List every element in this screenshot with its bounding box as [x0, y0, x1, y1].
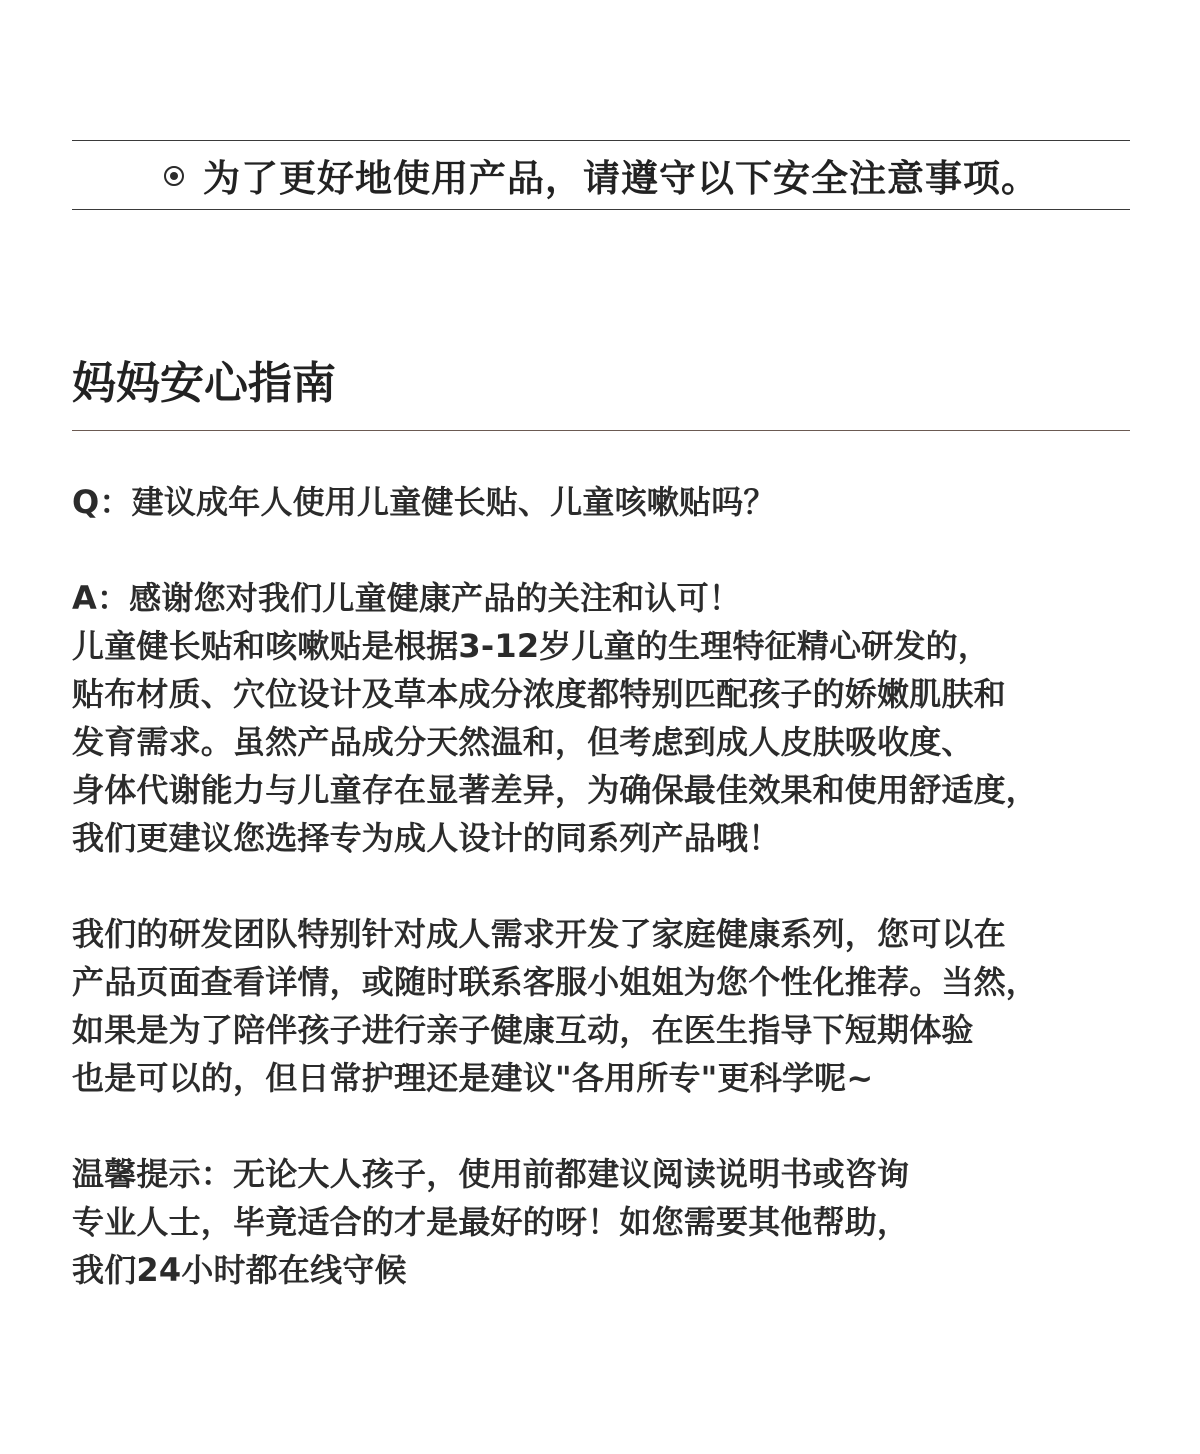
- warm-tip-line: 专业人士，毕竟适合的才是最好的呀！如您需要其他帮助，: [72, 1203, 910, 1241]
- faq-answer: [72, 574, 1152, 862]
- answer-line: 发育需求。虽然产品成分天然温和，但考虑到成人皮肤吸收度、: [72, 723, 974, 761]
- paragraph-gap: [72, 1102, 1152, 1150]
- answer-line: 我们更建议您选择专为成人设计的同系列产品哦！: [72, 819, 781, 857]
- title-divider: [72, 430, 1130, 431]
- paragraph-gap: [72, 862, 1152, 910]
- section-title: 妈妈安心指南: [72, 358, 336, 409]
- recommendation-paragraph: [72, 910, 1152, 1102]
- recommendation-line: 也是可以的，但日常护理还是建议"各用所专"更科学呢~: [72, 1059, 874, 1097]
- recommendation-line: 如果是为了陪伴孩子进行亲子健康互动，在医生指导下短期体验: [72, 1011, 974, 1049]
- warm-tip-line: 我们24小时都在线守候: [72, 1251, 407, 1289]
- warm-tip-paragraph: [72, 1150, 1152, 1294]
- radio-dot-icon: [163, 165, 185, 187]
- answer-line: 身体代谢能力与儿童存在显著差异，为确保最佳效果和使用舒适度，: [72, 771, 1039, 809]
- answer-line: A：感谢您对我们儿童健康产品的关注和认可！: [72, 579, 741, 617]
- safety-notice-text: 为了更好地使用产品，请遵守以下安全注意事项。: [203, 157, 1039, 200]
- faq-content: [72, 478, 1152, 1294]
- answer-line: 贴布材质、穴位设计及草本成分浓度都特别匹配孩子的娇嫩肌肤和: [72, 675, 1006, 713]
- recommendation-line: 产品页面查看详情，或随时联系客服小姐姐为您个性化推荐。当然，: [72, 963, 1039, 1001]
- paragraph-gap: [72, 526, 1152, 574]
- faq-question: Q：建议成年人使用儿童健长贴、儿童咳嗽贴吗？: [72, 483, 776, 521]
- recommendation-line: 我们的研发团队特别针对成人需求开发了家庭健康系列，您可以在: [72, 915, 1006, 953]
- safety-notice-bar: [72, 140, 1130, 210]
- answer-line: 儿童健长贴和咳嗽贴是根据3-12岁儿童的生理特征精心研发的，: [72, 627, 991, 665]
- warm-tip-line: 温馨提示：无论大人孩子，使用前都建议阅读说明书或咨询: [72, 1155, 910, 1193]
